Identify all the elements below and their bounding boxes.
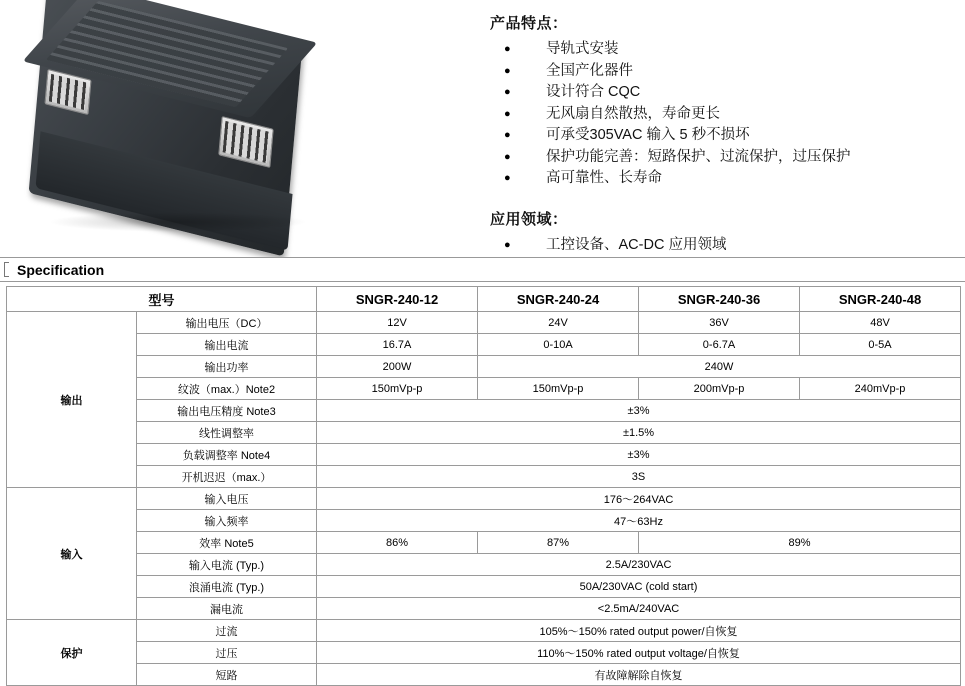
product-overview-section — [0, 0, 965, 258]
product-image-pane — [0, 0, 480, 257]
value-cell: 200W — [317, 356, 478, 378]
table-row — [7, 532, 961, 554]
parameter-label: 效率 Note5 — [137, 532, 317, 554]
value-cell: 50A/230VAC (cold start) — [317, 576, 961, 598]
features-list — [504, 39, 965, 190]
parameter-label: 过流 — [137, 620, 317, 642]
parameter-label: 负载调整率 Note4 — [137, 444, 317, 466]
value-cell: 2.5A/230VAC — [317, 554, 961, 576]
list-item: ● 可承受305VAC 输入 5 秒不损坏 — [504, 125, 965, 147]
table-row — [7, 400, 961, 422]
value-cell: 110%～150% rated output voltage/自恢复 — [317, 642, 961, 664]
value-cell: ±3% — [317, 444, 961, 466]
parameter-label: 输出电压（DC） — [137, 312, 317, 334]
parameter-label: 浪涌电流 (Typ.) — [137, 576, 317, 598]
value-cell: 47～63Hz — [317, 510, 961, 532]
table-header-row — [7, 287, 961, 312]
value-cell: 24V — [478, 312, 639, 334]
terminal-pins — [223, 121, 270, 163]
value-cell: 150mVp-p — [317, 378, 478, 400]
value-cell: 12V — [317, 312, 478, 334]
parameter-label: 过压 — [137, 642, 317, 664]
application-title: 应用领域： — [490, 210, 568, 228]
list-item: ● 无风扇自然散热，寿命更长 — [504, 104, 965, 126]
model-column-0: SNGR-240-12 — [317, 287, 478, 312]
value-cell: 0-6.7A — [639, 334, 800, 356]
value-cell: <2.5mA/240VAC — [317, 598, 961, 620]
features-pane — [480, 0, 965, 257]
value-cell: 176～264VAC — [317, 488, 961, 510]
value-cell: 0-5A — [800, 334, 961, 356]
table-row — [7, 642, 961, 664]
table-row — [7, 312, 961, 334]
parameter-label: 短路 — [137, 664, 317, 686]
value-cell: ±1.5% — [317, 422, 961, 444]
value-cell: 86% — [317, 532, 478, 554]
value-cell: 105%～150% rated output power/自恢复 — [317, 620, 961, 642]
value-cell: 200mVp-p — [639, 378, 800, 400]
parameter-label: 输入电压 — [137, 488, 317, 510]
parameter-label: 输入电流 (Typ.) — [137, 554, 317, 576]
group-label-1: 输入 — [7, 488, 137, 620]
model-column-2: SNGR-240-36 — [639, 287, 800, 312]
parameter-label: 输入频率 — [137, 510, 317, 532]
psu-shadow — [48, 212, 308, 232]
model-label: 型号 — [7, 287, 317, 312]
table-row — [7, 598, 961, 620]
parameter-label: 输出电流 — [137, 334, 317, 356]
table-body — [7, 312, 961, 686]
table-row — [7, 466, 961, 488]
parameter-label: 输出功率 — [137, 356, 317, 378]
table-row — [7, 620, 961, 642]
specification-table — [6, 286, 961, 686]
value-cell: ±3% — [317, 400, 961, 422]
section-title: Specification — [17, 261, 105, 278]
model-column-3: SNGR-240-48 — [800, 287, 961, 312]
terminal-pins — [49, 74, 87, 110]
application-list — [504, 235, 965, 257]
value-cell: 3S — [317, 466, 961, 488]
model-column-1: SNGR-240-24 — [478, 287, 639, 312]
list-item: ● 保护功能完善：短路保护、过流保护，过压保护 — [504, 147, 965, 169]
list-item: ● 导轨式安装 — [504, 39, 965, 61]
features-title: 产品特点： — [490, 15, 568, 32]
table-row — [7, 422, 961, 444]
value-cell: 87% — [478, 532, 639, 554]
bracket-icon — [4, 262, 9, 277]
list-item: ● 设计符合 CQC — [504, 82, 965, 104]
value-cell: 48V — [800, 312, 961, 334]
parameter-label: 线性调整率 — [137, 422, 317, 444]
table-row — [7, 510, 961, 532]
table-row — [7, 554, 961, 576]
value-cell: 0-10A — [478, 334, 639, 356]
power-supply-photo — [38, 12, 338, 242]
list-item: ● 高可靠性、长寿命 — [504, 168, 965, 190]
parameter-label: 开机迟迟（max.） — [137, 466, 317, 488]
specification-header — [0, 258, 965, 282]
table-row — [7, 356, 961, 378]
value-cell: 89% — [639, 532, 961, 554]
value-cell: 16.7A — [317, 334, 478, 356]
table-row — [7, 576, 961, 598]
parameter-label: 漏电流 — [137, 598, 317, 620]
group-label-2: 保护 — [7, 620, 137, 686]
value-cell: 150mVp-p — [478, 378, 639, 400]
value-cell: 有故障解除自恢复 — [317, 664, 961, 686]
table-row — [7, 488, 961, 510]
value-cell: 36V — [639, 312, 800, 334]
list-item: ● 工控设备、AC-DC 应用领域 — [504, 235, 965, 257]
parameter-label: 纹波（max.）Note2 — [137, 378, 317, 400]
value-cell: 240mVp-p — [800, 378, 961, 400]
table-row — [7, 334, 961, 356]
table-row — [7, 664, 961, 686]
list-item: ● 全国产化器件 — [504, 61, 965, 83]
parameter-label: 输出电压精度 Note3 — [137, 400, 317, 422]
table-row — [7, 378, 961, 400]
table-row — [7, 444, 961, 466]
group-label-0: 输出 — [7, 312, 137, 488]
value-cell: 240W — [478, 356, 961, 378]
